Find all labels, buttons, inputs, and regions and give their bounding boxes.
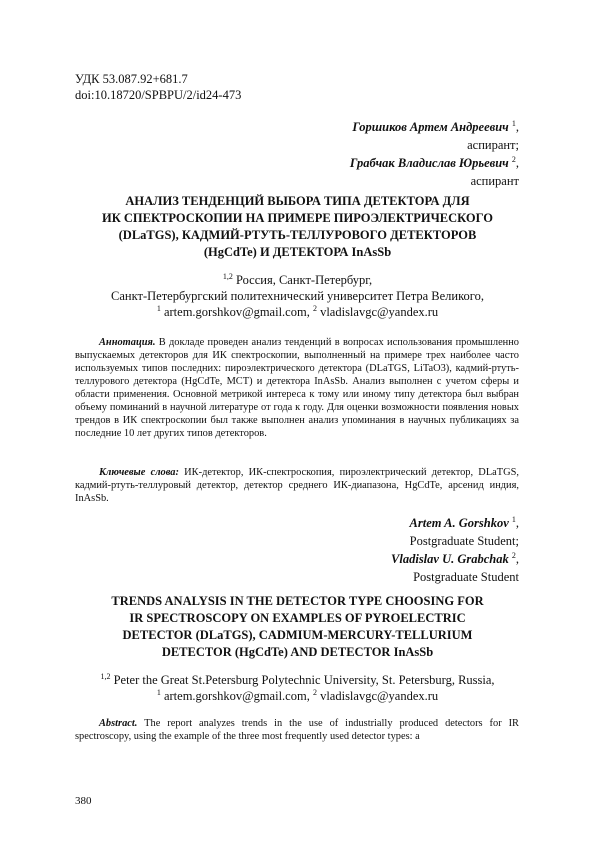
en-title-line: DETECTOR (HgCdTe) AND DETECTOR InAsSb xyxy=(161,645,434,659)
en-abstract xyxy=(75,717,519,743)
ru-abstract-label: Аннотация. xyxy=(99,337,156,348)
ru-author-name: Горшиков Артем Андреевич $^1$, xyxy=(352,119,519,134)
en-abstract-text: The report analyzes trends in the use of industrially produced detectors for IR spectroscopy, using the example of the three most frequently used detector types: a xyxy=(75,718,519,742)
ru-author-role: аспирант; xyxy=(467,138,519,152)
ru-title-line: (DLaTGS), КАДМИЙ-РТУТЬ-ТЕЛЛУРОВОГО ДЕТЕКТОРОВ xyxy=(118,228,477,242)
ru-title-line: (HgCdTe) И ДЕТЕКТОРА InAsSb xyxy=(203,245,392,259)
en-title-line: DETECTOR (DLaTGS), CADMIUM-MERCURY-TELLURIUM xyxy=(122,628,473,642)
ru-author-role: аспирант xyxy=(470,174,519,188)
en-affiliation: $^{1,2}$ Peter the Great St.Petersburg Polytechnic University, St. Petersburg, Russia, $^1$ artem.gorshkov@gmail.com, $^2$ vladislavgc@yandex.ru xyxy=(60,672,535,704)
ru-emails: $^1$ artem.gorshkov@gmail.com, $^2$ vladislavgc@yandex.ru xyxy=(156,304,439,319)
ru-abstract xyxy=(75,336,519,440)
ru-abstract-text: В докладе проведен анализ тенденций в вопросах использования промышленно выпускаемых детекторов для ИК спектроскопии, выполненный на примере трех наиболее часто используемых типов последних: пироэлектрического детектора (DLaTGS, LiTaO3), кадмий-ртуть-теллурового детектора (HgCdTe, MCT) и детектора InAsSb. Анализ выполнен с учетом сферы и области применения. Основной метрикой интереса к тому или иному типу детектора был выбран объему поминаний в научной литературе от года к году. Для оценки возможности появления новых трендов в ИК спектроскопии был также выполнен анализ упоминания в научных публикациях за последние 10 лет других типов детекторов. xyxy=(75,337,519,439)
en-author-role: Postgraduate Student xyxy=(413,570,519,584)
article-meta xyxy=(75,71,241,103)
ru-keywords xyxy=(75,466,519,505)
ru-title-line: ИК СПЕКТРОСКОПИИ НА ПРИМЕРЕ ПИРОЭЛЕКТРИЧЕСКОГО xyxy=(101,211,494,225)
ru-author-name: Грабчак Владислав Юрьевич $^2$, xyxy=(349,155,519,170)
udk-code: УДК 53.087.92+681.7 xyxy=(75,72,188,86)
ru-authors xyxy=(350,118,519,190)
en-title xyxy=(60,593,535,661)
ru-affiliation: $^{1,2}$ Россия, Санкт-Петербург, Санкт-Петербургский политехнический университет Петра Великого, $^1$ artem.gorshkov@gmail.com, $^2$ vladislavgc@yandex.ru xyxy=(60,272,535,320)
ru-title xyxy=(60,193,535,261)
en-title-line: IR SPECTROSCOPY ON EXAMPLES OF PYROELECTRIC xyxy=(129,611,466,625)
doi: doi:10.18720/SPBPU/2/id24-473 xyxy=(75,88,242,102)
en-abstract-label: Abstract. xyxy=(99,718,138,729)
ru-keywords-label: Ключевые слова: xyxy=(99,467,179,478)
en-title-line: TRENDS ANALYSIS IN THE DETECTOR TYPE CHOOSING FOR xyxy=(111,594,484,608)
ru-title-line: АНАЛИЗ ТЕНДЕНЦИЙ ВЫБОРА ТИПА ДЕТЕКТОРА ДЛЯ xyxy=(125,194,470,208)
en-emails: $^1$ artem.gorshkov@gmail.com, $^2$ vladislavgc@yandex.ru xyxy=(156,688,439,703)
en-author-name: Artem A. Gorshkov $^1$, xyxy=(409,515,519,530)
en-author-role: Postgraduate Student; xyxy=(409,534,519,548)
page-number: 380 xyxy=(75,795,92,807)
ru-keywords-text: ИК-детектор, ИК-спектроскопия, пироэлектрический детектор, DLaTGS, кадмий-ртуть-теллуровый детектор, детектор среднего ИК-диапазона, HgCdTe, арсенид индия, InAsSb. xyxy=(75,467,519,504)
en-author-name: Vladislav U. Grabchak $^2$, xyxy=(391,551,519,566)
en-authors xyxy=(391,514,519,586)
